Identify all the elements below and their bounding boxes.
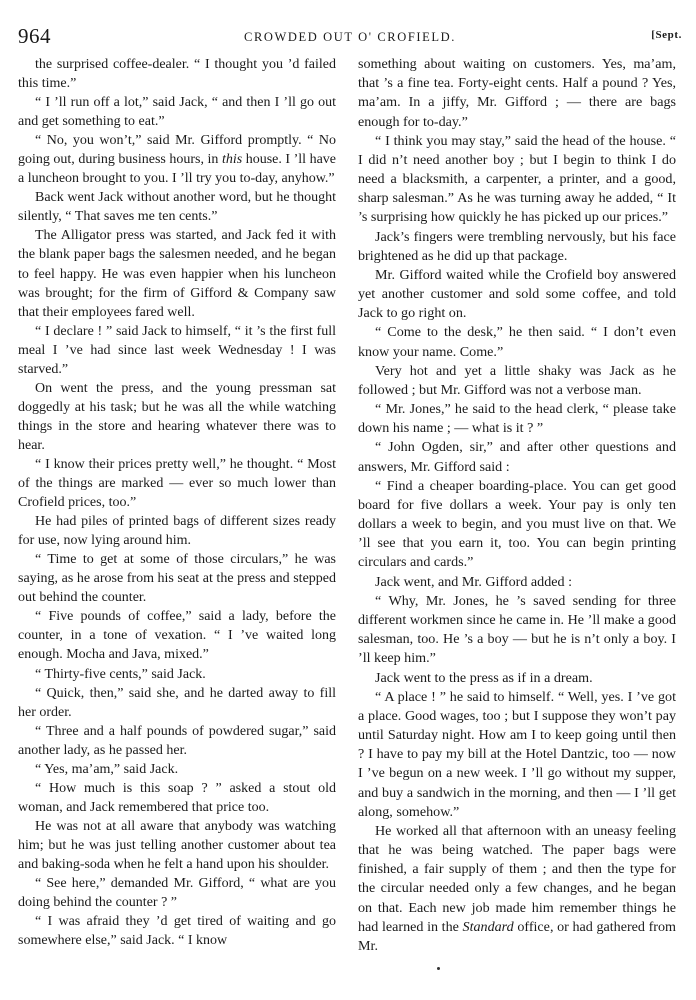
paragraph [18, 722, 336, 760]
paragraph [18, 550, 336, 607]
paragraph [18, 131, 336, 188]
page-number: 964 [18, 24, 51, 48]
paragraph [18, 188, 336, 226]
text-run: “ Mr. Jones,” he said to the head clerk, “ please take down his name ; — what is it ? ” [358, 401, 676, 437]
text-run: “ Thirty-five cents,” said Jack. [35, 666, 206, 682]
paragraph [358, 132, 676, 228]
paragraph [358, 438, 676, 476]
paragraph [18, 455, 336, 512]
text-run: “ Quick, then,” said she, and he darted away to fill her order. [18, 685, 336, 720]
text-run: office, or had gathered from Mr. [358, 918, 676, 954]
text-run: He had piles of printed bags of different sizes ready for use, now lying around him. [18, 514, 336, 549]
italic-text: Standard [462, 918, 514, 935]
text-run: “ Find a cheaper boarding-place. You can get good board for five dollars a week. Your pay is only ten dollars a week to begin, and you must live on that. We ’ll see that you earn it, too. You can begin printing circulars and cards.” [358, 477, 676, 571]
paragraph [358, 400, 676, 438]
paragraph [18, 760, 336, 779]
running-title: CROWDED OUT O' CROFIELD. [244, 30, 456, 44]
issue-month: [Sept. [651, 29, 682, 41]
text-run: “ I declare ! ” said Jack to himself, “ it ’s the first full meal I ’ve had since last week Wednesday ! I was starved.” [18, 323, 336, 377]
text-run: He was not at all aware that anybody was watching him; but he was just telling another customer about tea and baking-soda when he felt a hand upon his shoulder. [18, 818, 336, 872]
paragraph [18, 512, 336, 550]
text-run: house. I ’ll have a luncheon brought to you. I ’ll try you to-day, anyhow.” [18, 152, 336, 187]
paragraph [358, 669, 676, 688]
paragraph [358, 323, 676, 361]
paragraph [18, 874, 336, 912]
paragraph [358, 688, 676, 822]
text-run: “ Three and a half pounds of powdered sugar,” said another lady, as he passed her. [18, 723, 336, 758]
paragraph [358, 266, 676, 324]
text-run: “ I was afraid they ’d get tired of waiting and go somewhere else,” said Jack. “ I know [18, 914, 336, 949]
paragraph [18, 55, 336, 93]
text-run: Jack’s fingers were trembling nervously, but his face brightened as he did up that package. [358, 228, 676, 264]
paragraph [358, 592, 676, 669]
text-run: “ Time to get at some of those circulars,” he was saying, as he arose from his seat at the press and stepped out behind the counter. [18, 552, 336, 606]
text-run: “ Why, Mr. Jones, he ’s saved sending for three different workmen since he came in. He ’ll make a good salesman, too. He ’s a boy — but he is n’t only a boy. I ’ll keep him.” [358, 592, 676, 667]
italic-text: this [221, 152, 243, 168]
text-run: “ I think you may stay,” said the head of the house. “ I did n’t need another boy ; but I begin to think I do need a blacksmith, a carpenter, a printer, and a good, sharp salesman.” As he was turning away he added, “ It ’s surprising how quickly he has picked up our prices.” [358, 132, 676, 226]
text-run: “ I ’ll run off a lot,” said Jack, “ and then I ’ll go out and get something to eat.” [18, 95, 336, 130]
paragraph [358, 477, 676, 573]
text-run: On went the press, and the young pressman sat doggedly at his task; but he was all the while watching things in the store and hearing whatever there was to hear. [18, 380, 336, 453]
text-run: Very hot and yet a little shaky was Jack as he followed ; but Mr. Gifford was not a verbose man. [358, 362, 676, 398]
paragraph [358, 362, 676, 400]
text-run: He worked all that afternoon with an uneasy feeling that he was being watched. The paper bags were finished, a fair supply of them ; and then the type for the circular needed only a few changes, and he began on that. Each new job made him remember things he had learned in the [358, 822, 676, 935]
text-run: “ John Ogden, sir,” and after other questions and answers, Mr. Gifford said : [358, 439, 676, 475]
paragraph [358, 55, 676, 132]
text-run: “ I know their prices pretty well,” he thought. “ Most of the things are marked — ever so much lower than Crofield prices, too.” [18, 456, 336, 511]
text-run: “ A place ! ” he said to himself. “ Well, yes. I ’ve got a place. Good wages, too ; but I suppose they won’t pay until Saturday night. How am I to keep going until then ? I have to pay my bill at the Hotel Dantzic, too — now I ’ve begun on a new week. I ’ll go without my supper, and buy a sandwich in the morning, and then — I ’ll get along, somehow.” [358, 688, 676, 820]
paragraph [18, 684, 336, 722]
text-run: “ How much is this soap ? ” asked a stout old woman, and Jack remembered that price too. [18, 780, 336, 815]
text-run: “ No, you won’t,” said Mr. Gifford promptly. “ No going out, during business hours, in [18, 133, 336, 168]
text-run: something about waiting on customers. Yes, ma’am, that ’s a fine tea. Forty-eight cents. Half a pound ? Yes, ma’am. In a jiffy, Mr. Gifford ; — there are bags enough for to-day.” [358, 56, 676, 130]
paragraph [18, 912, 336, 950]
text-run: The Alligator press was started, and Jack fed it with the blank paper bags the salesmen needed, and he began to feel happy. He was even happier when his luncheon was brought; for the firm of Gifford & Company saw that their employees fared well. [18, 228, 336, 320]
paragraph [358, 228, 676, 266]
text-run: “ Five pounds of coffee,” said a lady, before the counter, in a tone of vexation. “ I ’ve waited long enough. Mocha and Java, mixed.” [18, 609, 336, 663]
paragraph [358, 822, 676, 956]
left-text-column [18, 55, 336, 950]
footer-dot [437, 967, 440, 970]
text-run: “ Come to the desk,” he then said. “ I don’t even know your name. Come.” [358, 324, 676, 360]
paragraph [18, 779, 336, 817]
paragraph [18, 607, 336, 664]
text-run: Back went Jack without another word, but he thought silently, “ That saves me ten cents.” [18, 190, 336, 225]
text-run: “ Yes, ma’am,” said Jack. [35, 761, 179, 777]
right-text-column [358, 55, 676, 956]
paragraph [18, 322, 336, 379]
text-run: Jack went to the press as if in a dream. [375, 669, 593, 686]
paragraph [18, 93, 336, 131]
text-run: Jack went, and Mr. Gifford added : [375, 573, 573, 590]
paragraph [18, 665, 336, 684]
text-run: the surprised coffee-dealer. “ I thought you ’d failed this time.” [18, 57, 336, 92]
paragraph [18, 817, 336, 874]
text-run: “ See here,” demanded Mr. Gifford, “ what are you doing behind the counter ? ” [18, 876, 336, 911]
text-run: Mr. Gifford waited while the Crofield boy answered yet another customer and sold some coffee, and told Jack to go right on. [358, 266, 676, 322]
paragraph [18, 379, 336, 455]
paragraph [18, 226, 336, 321]
paragraph [358, 573, 676, 592]
running-header [18, 24, 682, 50]
